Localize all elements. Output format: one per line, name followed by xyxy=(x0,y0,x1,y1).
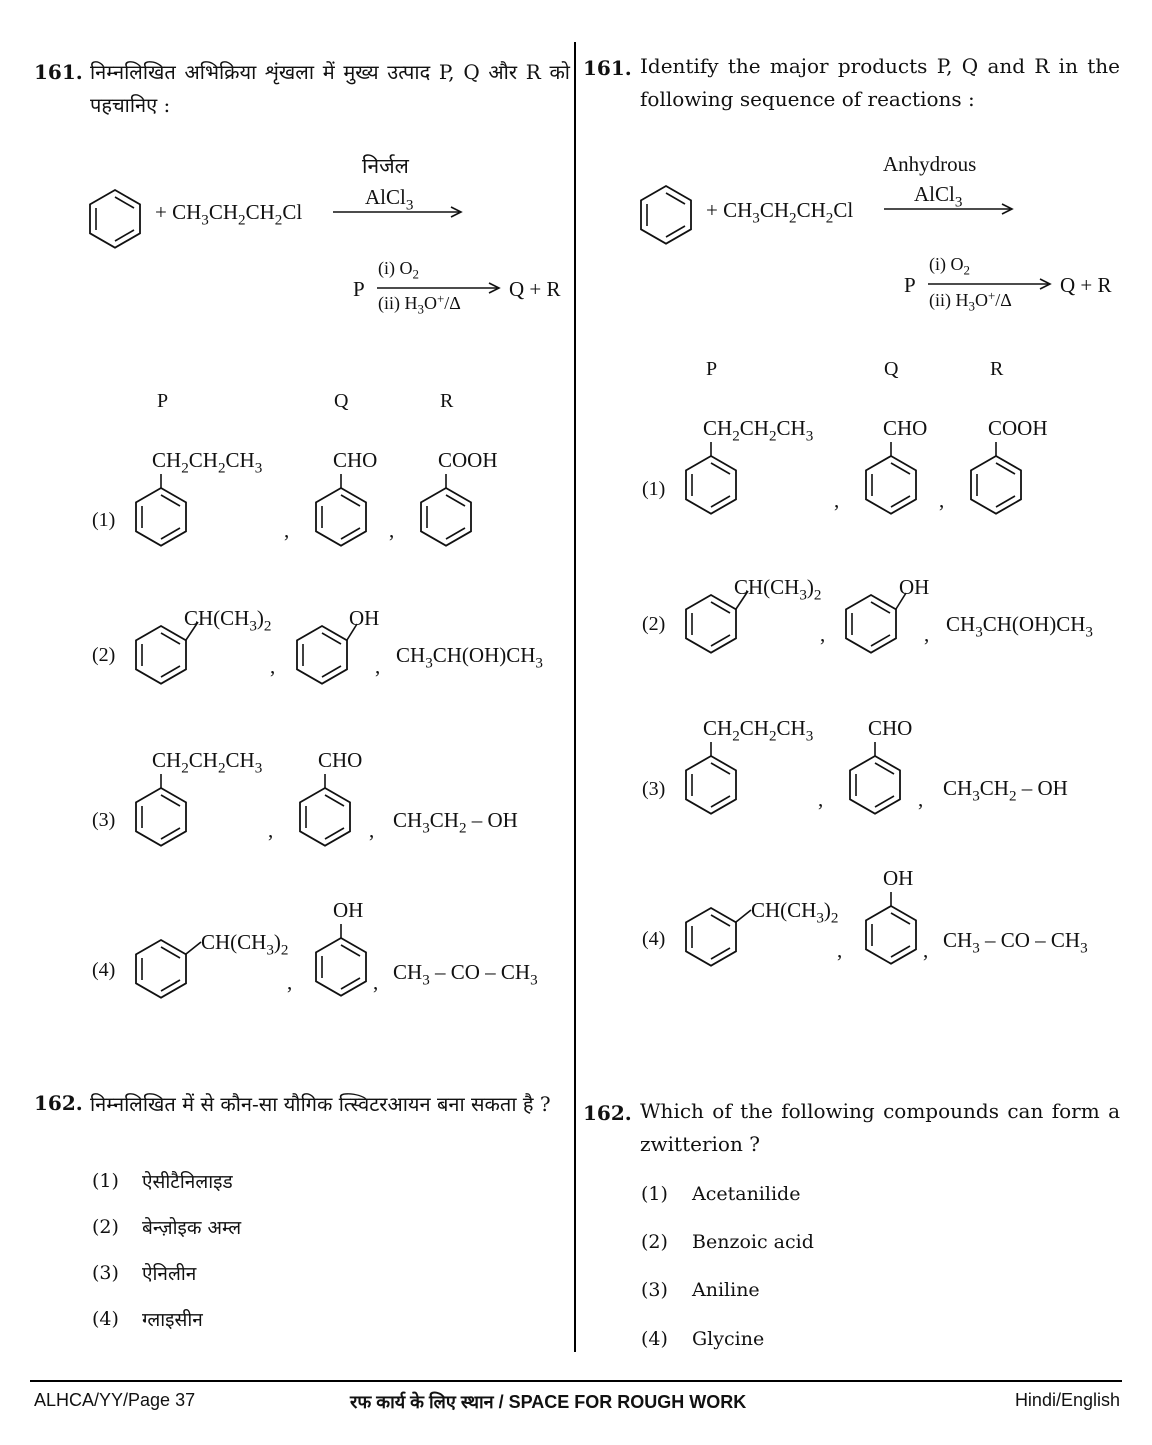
substituent-cho: CHO xyxy=(883,416,928,440)
substituent-cho: CHO xyxy=(868,716,913,740)
benzene-ring xyxy=(686,894,761,969)
comma: , xyxy=(820,622,826,646)
reagent-anhydrous: निर्जल xyxy=(362,154,409,178)
comma: , xyxy=(389,518,395,542)
isopropanol: $CH_3CH(OH)CH_3$ xyxy=(946,612,1093,641)
reagent-h3o: (ii) $H_3O^+/\Delta$ xyxy=(929,288,1012,314)
comma: , xyxy=(834,488,840,512)
benzene-ring xyxy=(866,890,918,980)
column-divider xyxy=(574,42,576,1352)
comma: , xyxy=(369,818,375,842)
comma: , xyxy=(924,622,930,646)
header-r: R xyxy=(990,358,1004,380)
question-number: 161. xyxy=(583,56,632,80)
benzene-ring xyxy=(316,472,368,562)
option-text: Acetanilide xyxy=(692,1183,801,1205)
question-number: 162. xyxy=(583,1101,632,1125)
option-label: (4) xyxy=(641,1328,668,1350)
substituent-propyl: $CH_2CH_2CH_3$ xyxy=(703,416,814,445)
option-label: (2) xyxy=(92,644,116,666)
substituent-isopropyl: $CH(CH_3)_2$ xyxy=(184,606,272,635)
reaction-arrow xyxy=(884,202,1016,216)
reaction-arrow-2 xyxy=(377,281,503,295)
reagent-alcl3: AlCl$_3$ xyxy=(365,185,414,214)
substituent-isopropyl: $CH(CH_3)_2$ xyxy=(751,898,839,927)
option-label: (3) xyxy=(641,1279,668,1301)
comma: , xyxy=(923,938,929,962)
option-label: (4) xyxy=(92,959,116,981)
ethanol: $CH_3CH_2$ – OH xyxy=(393,808,518,837)
comma: , xyxy=(287,970,293,994)
reagent-h3o: (ii) $H_3O^+/\Delta$ xyxy=(378,291,461,317)
comma: , xyxy=(918,787,924,811)
substituent-propyl: $CH_2CH_2CH_3$ xyxy=(703,716,814,745)
question-text: Which of the following compounds can form a zwitterion ? xyxy=(640,1099,1120,1156)
comma: , xyxy=(373,970,379,994)
option-text: बेन्ज़ोइक अम्ल xyxy=(142,1217,242,1239)
substituent-oh: OH xyxy=(899,575,930,599)
comma: , xyxy=(268,818,274,842)
option-text: ग्लाइसीन xyxy=(142,1309,203,1331)
benzene-ring xyxy=(421,472,473,562)
option-text: Glycine xyxy=(692,1328,765,1350)
option-label: (1) xyxy=(641,1183,668,1205)
option-label: (1) xyxy=(92,1170,119,1192)
substituent-isopropyl: $CH(CH_3)_2$ xyxy=(201,930,289,959)
benzene-ring xyxy=(686,440,738,530)
isopropanol: $CH_3CH(OH)CH_3$ xyxy=(396,643,543,672)
question-number: 161. xyxy=(34,60,83,84)
benzene-ring xyxy=(971,440,1023,530)
benzene-ring xyxy=(686,740,738,830)
option-label: (4) xyxy=(92,1308,119,1330)
header-p: P xyxy=(706,358,718,380)
question-number: 162. xyxy=(34,1091,83,1115)
header-p: P xyxy=(157,390,169,412)
option-label: (1) xyxy=(642,478,666,500)
reagent-anhydrous: Anhydrous xyxy=(883,152,977,176)
option-label: (4) xyxy=(642,928,666,950)
substituent-isopropyl: $CH(CH_3)_2$ xyxy=(734,575,822,604)
benzene-ring xyxy=(300,772,352,862)
reagent-alcl3: AlCl$_3$ xyxy=(914,182,963,211)
substituent-cho: CHO xyxy=(333,448,378,472)
p-label: P xyxy=(904,273,916,297)
question-text: Identify the major products P, Q and R in the following sequence of reactions : xyxy=(640,54,1120,111)
footer-language: Hindi/English xyxy=(1014,1390,1120,1410)
reagent-o2: (i) $O_2$ xyxy=(929,254,970,278)
benzene-ring xyxy=(850,740,902,830)
question-text: निम्नलिखित अभिक्रिया शृंखला में मुख्य उत्पाद P, Q और R को पहचानिए : xyxy=(90,60,570,117)
substituent-cooh: COOH xyxy=(438,448,498,472)
p-label: P xyxy=(353,277,365,301)
substituent-oh: OH xyxy=(333,898,364,922)
substituent-propyl: $CH_2CH_2CH_3$ xyxy=(152,748,263,777)
benzene-ring xyxy=(136,926,211,1001)
option-label: (3) xyxy=(92,1262,119,1284)
benzene-ring xyxy=(90,190,142,250)
comma: , xyxy=(270,654,276,678)
comma: , xyxy=(375,654,381,678)
option-label: (2) xyxy=(641,1231,668,1253)
substituent-oh: OH xyxy=(883,866,914,890)
footer-rule xyxy=(30,1380,1122,1382)
comma: , xyxy=(939,488,945,512)
products-qr: Q + R xyxy=(509,277,561,301)
footer-page-code: ALHCA/YY/Page 37 xyxy=(34,1390,196,1410)
header-q: Q xyxy=(884,358,899,380)
acetone: $CH_3$ – CO – $CH_3$ xyxy=(393,960,538,989)
header-q: Q xyxy=(334,390,349,412)
substituent-propyl: $CH_2CH_2CH_3$ xyxy=(152,448,263,477)
benzene-ring xyxy=(136,472,188,562)
comma: , xyxy=(818,787,824,811)
reagent-o2: (i) $O_2$ xyxy=(378,258,419,282)
reaction-arrow-2 xyxy=(928,277,1054,291)
option-text: ऐनिलीन xyxy=(142,1263,197,1285)
reactant: + $CH_3CH_2CH_2Cl$ xyxy=(706,198,854,227)
substituent-cho: CHO xyxy=(318,748,363,772)
benzene-ring xyxy=(316,922,368,1012)
substituent-cooh: COOH xyxy=(988,416,1048,440)
comma: , xyxy=(284,518,290,542)
reaction-arrow xyxy=(333,205,465,219)
option-text: Aniline xyxy=(692,1279,760,1301)
option-label: (2) xyxy=(642,613,666,635)
question-text: निम्नलिखित में से कौन-सा यौगिक त्स्विटरआयन बना सकता है ? xyxy=(90,1092,551,1116)
option-text: ऐसीटैनिलाइड xyxy=(142,1171,233,1193)
acetone: $CH_3$ – CO – $CH_3$ xyxy=(943,928,1088,957)
comma: , xyxy=(837,938,843,962)
header-r: R xyxy=(440,390,454,412)
benzene-ring xyxy=(136,772,188,862)
option-label: (3) xyxy=(642,778,666,800)
footer-rough-work: रफ कार्य के लिए स्थान / SPACE FOR ROUGH WORK xyxy=(350,1392,747,1412)
benzene-ring xyxy=(866,440,918,530)
ethanol: $CH_3CH_2$ – OH xyxy=(943,776,1068,805)
products-qr: Q + R xyxy=(1060,273,1112,297)
option-label: (3) xyxy=(92,809,116,831)
option-label: (1) xyxy=(92,509,116,531)
option-text: Benzoic acid xyxy=(692,1231,814,1253)
option-label: (2) xyxy=(92,1216,119,1238)
substituent-oh: OH xyxy=(349,606,380,630)
reactant: + $CH_3CH_2CH_2Cl$ xyxy=(155,200,303,229)
benzene-ring xyxy=(641,186,693,246)
